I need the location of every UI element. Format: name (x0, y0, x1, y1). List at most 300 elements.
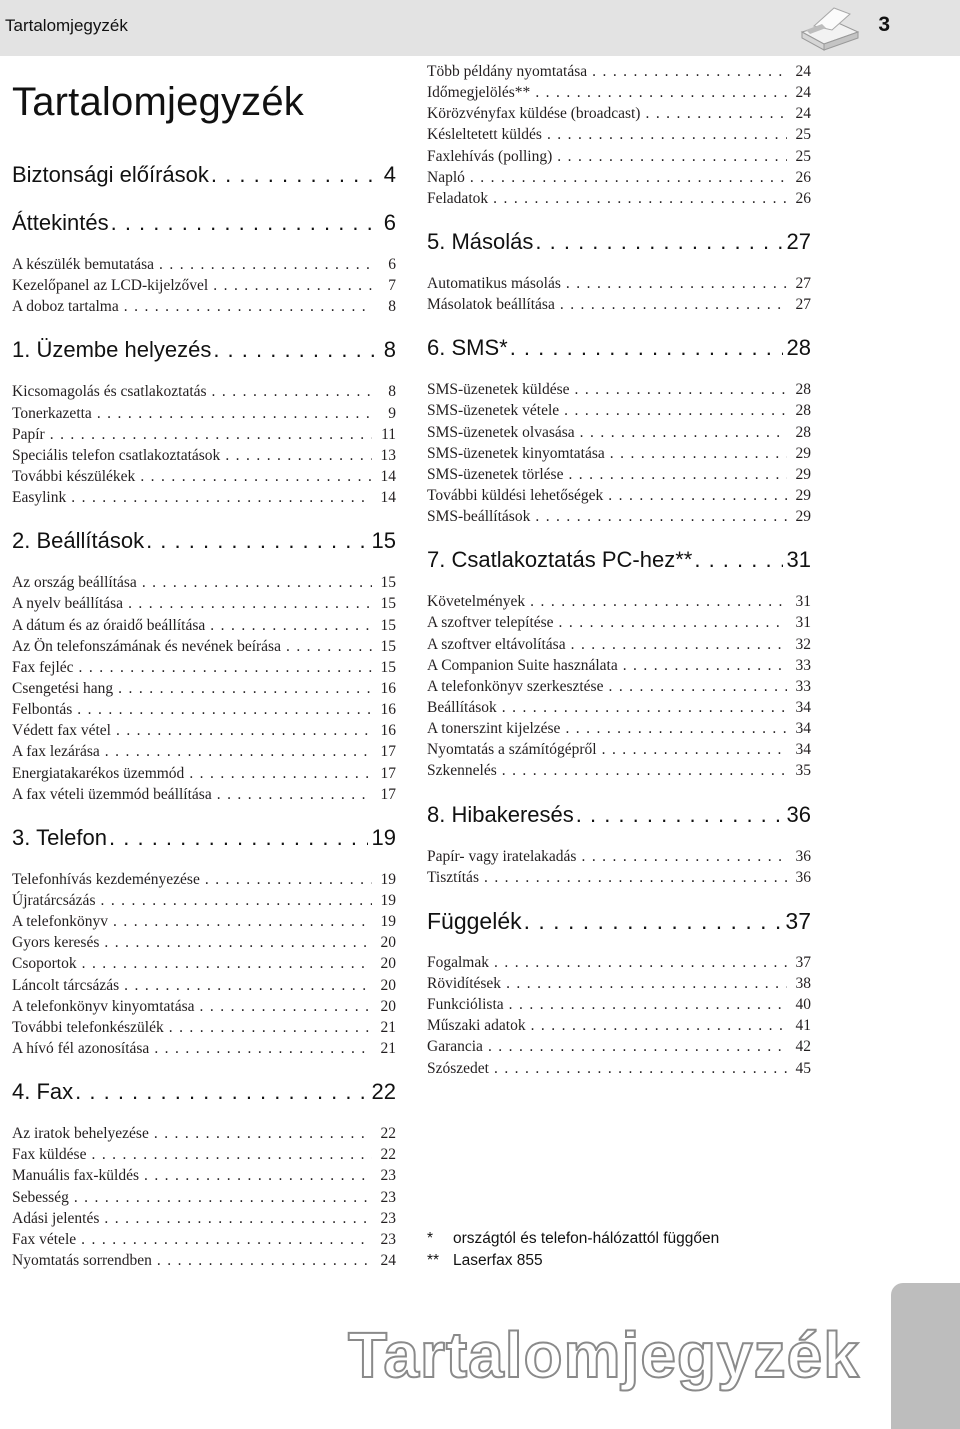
toc-entry-title: Telefonhívás kezdeményezése (12, 870, 200, 888)
toc-section-page: 8 (383, 337, 396, 363)
toc-entry-title: Rövidítések (427, 974, 502, 992)
dot-leader (184, 763, 372, 784)
toc-entry-title: A telefonkönyv kinyomtatása (12, 997, 195, 1015)
toc-entry[interactable] (12, 403, 396, 424)
side-tab-marker (891, 1283, 960, 1429)
dot-leader (533, 227, 782, 257)
toc-section-title: 4. Fax (12, 1079, 74, 1105)
toc-section-heading[interactable] (427, 545, 811, 575)
dot-leader (603, 676, 787, 697)
dot-leader (526, 1015, 787, 1036)
toc-entry[interactable] (12, 381, 396, 402)
toc-entry-page: 15 (380, 616, 396, 634)
toc-entry-page: 24 (795, 63, 811, 80)
toc-section-title: 1. Üzembe helyezés (12, 337, 212, 363)
dot-leader (465, 167, 787, 188)
footnote-mark: * (427, 1230, 434, 1247)
dot-leader (692, 545, 782, 575)
dot-leader (504, 994, 787, 1015)
toc-entry-title: SMS-üzenetek vétele (427, 402, 560, 420)
toc-entry-title: A fax vételi üzemmód beállítása (12, 785, 212, 803)
toc-entry-title: SMS-üzenetek olvasása (427, 423, 575, 441)
toc-entry[interactable] (427, 634, 811, 655)
toc-entry-page: 24 (380, 1251, 396, 1269)
dot-leader (144, 526, 367, 556)
toc-entry-page: 20 (380, 934, 396, 952)
dot-leader (69, 1187, 372, 1208)
dot-leader (209, 160, 380, 190)
dot-leader (501, 973, 787, 994)
dot-leader (488, 188, 787, 209)
toc-entry-title: A nyelv beállítása (12, 595, 124, 613)
toc-entry-title: Energiatakarékos üzemmód (12, 764, 185, 782)
toc-entry-page: 38 (795, 974, 811, 992)
dot-leader (92, 403, 372, 424)
toc-entry-title: Az iratok behelyezése (12, 1125, 149, 1143)
toc-entry-page: 34 (795, 741, 811, 759)
dot-leader (563, 464, 787, 485)
toc-right-sections (427, 227, 811, 1079)
toc-section-title: 2. Beállítások (12, 528, 145, 554)
toc-entry[interactable] (12, 466, 396, 487)
toc-entry[interactable] (427, 1058, 811, 1079)
toc-section-heading[interactable] (427, 227, 811, 257)
toc-entry-title: Láncolt tárcsázás (12, 976, 120, 994)
toc-entry-title: A hívó fél azonosítása (12, 1039, 150, 1057)
dot-leader (208, 275, 372, 296)
toc-entry[interactable] (12, 615, 396, 636)
toc-entry-title: Garancia (427, 1038, 483, 1056)
dot-leader (45, 424, 372, 445)
toc-entry-page: 16 (380, 722, 396, 740)
toc-entry-title: Gyors keresés (12, 934, 100, 952)
page-title: Tartalomjegyzék (12, 80, 305, 124)
toc-section-heading[interactable] (12, 160, 396, 190)
toc-entry-page: 6 (388, 256, 396, 273)
toc-entry-title: Csengetési hang (12, 679, 114, 697)
toc-entry-page: 25 (795, 147, 811, 165)
toc-entry-page: 42 (795, 1038, 811, 1056)
dot-leader (603, 485, 787, 506)
toc-entry-title: Körözvényfax küldése (broadcast) (427, 105, 641, 123)
toc-entry-title: Automatikus másolás (427, 274, 561, 292)
footnotes (427, 1228, 719, 1272)
toc-entry-page: 21 (380, 1018, 396, 1036)
toc-entry-title: Feladatok (427, 189, 489, 207)
toc-entry[interactable] (12, 487, 396, 508)
toc-entry[interactable] (12, 296, 396, 317)
toc-section-title: Áttekintés (12, 210, 109, 235)
toc-entry-title: Easylink (12, 489, 67, 507)
toc-entry-title: Kezelőpanel az LCD-kijelzővel (12, 277, 209, 295)
footnote-text: Laserfax 855 (453, 1252, 543, 1269)
dot-leader (119, 296, 372, 317)
toc-entry-page: 20 (380, 997, 396, 1015)
toc-entry-page: 17 (380, 764, 396, 782)
dot-leader (72, 699, 372, 720)
dot-leader (569, 379, 787, 400)
dot-leader (111, 720, 372, 741)
toc-entry-page: 28 (795, 423, 811, 441)
dot-leader (66, 487, 372, 508)
toc-entry-title: További küldési lehetőségek (427, 486, 604, 504)
toc-entry-title: Az ország beállítása (12, 574, 137, 592)
dot-leader (542, 124, 787, 145)
toc-entry-page: 23 (380, 1209, 396, 1227)
dot-leader (552, 146, 787, 167)
toc-entry[interactable] (427, 188, 811, 209)
toc-entry-title: A telefonkönyv (12, 913, 108, 931)
toc-entry-title: SMS-üzenetek küldése (427, 381, 570, 399)
toc-entry-title: A doboz tartalma (12, 298, 119, 316)
toc-entry-title: Napló (427, 168, 465, 186)
toc-entry[interactable] (427, 443, 811, 464)
toc-entry[interactable] (427, 591, 811, 612)
toc-entry-page: 20 (380, 955, 396, 973)
toc-entry[interactable] (427, 718, 811, 739)
toc-entry[interactable] (427, 464, 811, 485)
toc-entry[interactable] (427, 167, 811, 188)
footnote-text: országtól és telefon-hálózattól függően (453, 1230, 720, 1247)
dot-leader (597, 739, 787, 760)
toc-section-page: 31 (786, 547, 811, 573)
toc-entry-page: 7 (388, 277, 396, 295)
dot-leader (109, 208, 380, 238)
toc-entry[interactable] (12, 1165, 396, 1186)
toc-entry[interactable] (12, 275, 396, 296)
toc-entry[interactable] (12, 1017, 396, 1038)
toc-entry-page: 27 (795, 296, 811, 314)
toc-entry-title: Az Ön telefonszámának és nevének beírása (12, 637, 281, 655)
toc-entry-title: A telefonkönyv szerkesztése (427, 677, 604, 695)
toc-entry-page: 33 (795, 677, 811, 695)
dot-leader (76, 1229, 372, 1250)
toc-entry-page: 36 (795, 868, 811, 886)
toc-entry-title: Szószedet (427, 1059, 489, 1077)
toc-entry-page: 37 (795, 953, 811, 971)
toc-entry-title: Másolatok beállítása (427, 296, 555, 314)
dot-leader (205, 615, 372, 636)
toc-entry-title: Papír (12, 425, 45, 443)
toc-entry[interactable] (12, 593, 396, 614)
toc-entry[interactable] (12, 763, 396, 784)
toc-entry[interactable] (427, 379, 811, 400)
toc-entry-title: A készülék bemutatása (12, 256, 155, 273)
toc-entry[interactable] (427, 273, 811, 294)
toc-entry[interactable] (427, 655, 811, 676)
dot-leader (95, 890, 372, 911)
toc-entry[interactable] (427, 739, 811, 760)
toc-entry-title: Tisztítás (427, 868, 479, 886)
toc-entry-title: További telefonkészülék (12, 1018, 164, 1036)
toc-entry-title: A szoftver eltávolítása (427, 635, 566, 653)
toc-entry-title: A fax lezárása (12, 743, 100, 761)
toc-entry[interactable] (427, 846, 811, 867)
toc-entry-title: Papír- vagy iratelakadás (427, 847, 577, 865)
toc-entry-page: 27 (795, 274, 811, 292)
toc-entry-page: 29 (795, 444, 811, 462)
dot-leader (113, 678, 372, 699)
toc-entry-page: 33 (795, 656, 811, 674)
toc-entry-page: 32 (795, 635, 811, 653)
toc-entry-page: 26 (795, 168, 811, 186)
toc-entry-title: Adási jelentés (12, 1209, 100, 1227)
toc-entry[interactable] (12, 657, 396, 678)
toc-section-page: 4 (383, 162, 396, 187)
toc-section-title: Biztonsági előírások (12, 162, 209, 187)
toc-entry-title: Felbontás (12, 701, 73, 719)
toc-section-heading[interactable] (427, 800, 811, 830)
toc-entry-page: 23 (380, 1167, 396, 1185)
toc-entry[interactable] (427, 103, 811, 124)
toc-entry-title: Műszaki adatok (427, 1017, 526, 1035)
toc-entry[interactable] (12, 953, 396, 974)
toc-section-heading[interactable] (12, 823, 396, 853)
toc-entry-page: 22 (380, 1146, 396, 1164)
toc-right-column (427, 61, 811, 1079)
toc-entry-page: 23 (380, 1188, 396, 1206)
toc-entry-page: 20 (380, 976, 396, 994)
toc-section-page: 6 (383, 210, 396, 235)
dot-leader (211, 335, 379, 365)
dot-leader (530, 82, 787, 103)
toc-entry-title: Újratárcsázás (12, 891, 96, 909)
toc-entry[interactable] (427, 973, 811, 994)
toc-entry-title: Több példány nyomtatása (427, 63, 588, 80)
dot-leader (560, 718, 787, 739)
fax-machine-icon (796, 2, 862, 52)
dot-leader (164, 1017, 372, 1038)
dot-leader (554, 612, 787, 633)
watermark-section-title: Tartalomjegyzék (348, 1319, 860, 1391)
page-header (0, 0, 960, 56)
toc-entry-title: Védett fax vétel (12, 722, 111, 740)
toc-entry[interactable] (12, 1144, 396, 1165)
toc-entry-page: 22 (380, 1125, 396, 1143)
toc-entry-page: 15 (380, 658, 396, 676)
toc-section-page: 28 (786, 335, 811, 361)
toc-section-heading[interactable] (12, 208, 396, 238)
toc-entry[interactable] (427, 1015, 811, 1036)
toc-entry-title: Kicsomagolás és csatlakoztatás (12, 383, 207, 401)
toc-entry[interactable] (427, 676, 811, 697)
toc-entry-page: 28 (795, 402, 811, 420)
toc-entry-title: A Companion Suite használata (427, 656, 618, 674)
toc-entry[interactable] (12, 1187, 396, 1208)
toc-entry-title: Tonerkazetta (12, 404, 92, 422)
toc-entry-page: 35 (795, 762, 811, 780)
toc-entry[interactable] (12, 975, 396, 996)
toc-entry[interactable] (12, 678, 396, 699)
toc-entry[interactable] (427, 760, 811, 781)
toc-entry[interactable] (427, 82, 811, 103)
toc-section-title: 5. Másolás (427, 228, 534, 254)
dot-leader (152, 1250, 372, 1271)
toc-entry-title: Nyomtatás a számítógépről (427, 741, 597, 759)
toc-entry-page: 15 (380, 574, 396, 592)
toc-entry-title: Fax küldése (12, 1146, 87, 1164)
dot-leader (605, 443, 787, 464)
toc-section-title: 6. SMS* (427, 335, 508, 361)
toc-entry[interactable] (427, 867, 811, 888)
toc-entry[interactable] (427, 994, 811, 1015)
toc-entry-page: 36 (795, 847, 811, 865)
toc-section-heading[interactable] (12, 1077, 396, 1107)
toc-entry-page: 41 (795, 1017, 811, 1035)
toc-entry[interactable] (427, 61, 811, 82)
toc-entry[interactable] (427, 506, 811, 527)
toc-entry-title: SMS-beállítások (427, 508, 531, 526)
toc-entry-title: Fax fejléc (12, 658, 74, 676)
toc-entry-page: 16 (380, 701, 396, 719)
toc-entry[interactable] (427, 485, 811, 506)
toc-entry[interactable] (427, 422, 811, 443)
toc-section-heading[interactable] (12, 526, 396, 556)
toc-entry[interactable] (12, 424, 396, 445)
toc-entry[interactable] (12, 869, 396, 890)
toc-section-page: 36 (786, 801, 811, 827)
toc-entry-title: Szkennelés (427, 762, 497, 780)
dot-leader (77, 953, 372, 974)
dot-leader (618, 655, 787, 676)
dot-leader (99, 932, 372, 953)
toc-section-heading[interactable] (427, 906, 811, 936)
toc-entry-title: A dátum és az óraidő beállítása (12, 616, 206, 634)
toc-entry-title: Manuális fax-küldés (12, 1167, 139, 1185)
toc-entry-page: 14 (380, 467, 396, 485)
toc-entry[interactable] (12, 1229, 396, 1250)
toc-entry-title: További készülékek (12, 467, 136, 485)
toc-entry[interactable] (12, 996, 396, 1017)
toc-entry-page: 31 (795, 614, 811, 632)
toc-entry[interactable] (427, 294, 811, 315)
toc-entry-page: 15 (380, 637, 396, 655)
toc-entry[interactable] (12, 784, 396, 805)
toc-entry[interactable] (12, 254, 396, 275)
toc-entry-page: 29 (795, 486, 811, 504)
dot-leader (200, 869, 372, 890)
dot-leader (108, 911, 372, 932)
toc-entry[interactable] (427, 697, 811, 718)
toc-section-page: 37 (785, 907, 811, 934)
toc-entry-title: A tonerszint kijelzése (427, 720, 561, 738)
toc-continued-items (427, 61, 811, 209)
toc-entry-page: 25 (795, 126, 811, 144)
toc-entry[interactable] (12, 720, 396, 741)
toc-section-page: 27 (786, 228, 811, 254)
dot-leader (100, 741, 372, 762)
toc-entry[interactable] (12, 572, 396, 593)
toc-section-heading[interactable] (12, 335, 396, 365)
toc-entry[interactable] (12, 1038, 396, 1059)
dot-leader (154, 254, 372, 275)
toc-entry-title: Beállítások (427, 698, 497, 716)
toc-entry[interactable] (427, 124, 811, 145)
toc-section-title: 8. Hibakeresés (427, 801, 574, 827)
toc-entry[interactable] (12, 932, 396, 953)
toc-left-column (12, 160, 396, 1271)
dot-leader (555, 294, 787, 315)
page-number: 3 (878, 13, 890, 36)
dot-leader (561, 273, 787, 294)
toc-entry-title: Késleltetett küldés (427, 126, 542, 144)
toc-entry-page: 11 (381, 425, 396, 443)
toc-entry-page: 23 (380, 1230, 396, 1248)
toc-entry-title: Követelmények (427, 593, 526, 611)
header-title: Tartalomjegyzék (5, 16, 128, 35)
toc-entry[interactable] (427, 400, 811, 421)
toc-entry-page: 19 (380, 870, 396, 888)
dot-leader (195, 996, 372, 1017)
toc-entry[interactable] (427, 612, 811, 633)
toc-entry[interactable] (12, 911, 396, 932)
toc-entry-page: 24 (795, 84, 811, 102)
toc-entry-page: 29 (795, 465, 811, 483)
toc-entry[interactable] (12, 1123, 396, 1144)
toc-section-title: 7. Csatlakoztatás PC-hez** (427, 547, 693, 573)
toc-section-title: 3. Telefon (12, 824, 108, 850)
toc-entry-title: Funkciólista (427, 996, 504, 1014)
dot-leader (574, 800, 783, 830)
toc-section-title: Függelék (427, 907, 522, 934)
dot-leader (281, 636, 372, 657)
toc-entry[interactable] (12, 636, 396, 657)
toc-entry-title: Fax vétele (12, 1230, 77, 1248)
footnote (427, 1228, 719, 1250)
toc-entry-page: 19 (380, 891, 396, 909)
dot-leader (99, 1208, 372, 1229)
toc-entry[interactable] (12, 1250, 396, 1271)
footnote (427, 1250, 719, 1272)
dot-leader (149, 1038, 372, 1059)
dot-leader (479, 867, 787, 888)
toc-entry-page: 34 (795, 720, 811, 738)
toc-entry-title: Csoportok (12, 955, 77, 973)
dot-leader (86, 1144, 372, 1165)
toc-section-page: 19 (371, 824, 396, 850)
toc-section-heading[interactable] (427, 333, 811, 363)
toc-entry[interactable] (12, 890, 396, 911)
dot-leader (207, 381, 372, 402)
toc-entry-page: 14 (380, 489, 396, 507)
toc-entry-page: 31 (795, 593, 811, 611)
dot-leader (640, 103, 787, 124)
toc-entry-title: Fogalmak (427, 953, 489, 971)
toc-entry-page: 13 (380, 446, 396, 464)
toc-entry-page: 40 (795, 996, 811, 1014)
toc-entry[interactable] (12, 699, 396, 720)
toc-entry-title: SMS-üzenetek törlése (427, 465, 564, 483)
toc-entry[interactable] (427, 952, 811, 973)
dot-leader (489, 1058, 787, 1079)
dot-leader (483, 1036, 787, 1057)
dot-leader (74, 657, 372, 678)
dot-leader (530, 506, 787, 527)
toc-entry-title: Faxlehívás (polling) (427, 147, 553, 165)
dot-leader (212, 784, 372, 805)
dot-leader (107, 823, 368, 853)
dot-leader (497, 760, 787, 781)
toc-entry[interactable] (12, 1208, 396, 1229)
dot-leader (137, 572, 372, 593)
toc-entry[interactable] (12, 741, 396, 762)
toc-entry[interactable] (12, 445, 396, 466)
dot-leader (73, 1077, 367, 1107)
toc-entry[interactable] (427, 1036, 811, 1057)
toc-entry-title: A szoftver telepítése (427, 614, 554, 632)
dot-leader (575, 422, 787, 443)
toc-entry[interactable] (427, 146, 811, 167)
